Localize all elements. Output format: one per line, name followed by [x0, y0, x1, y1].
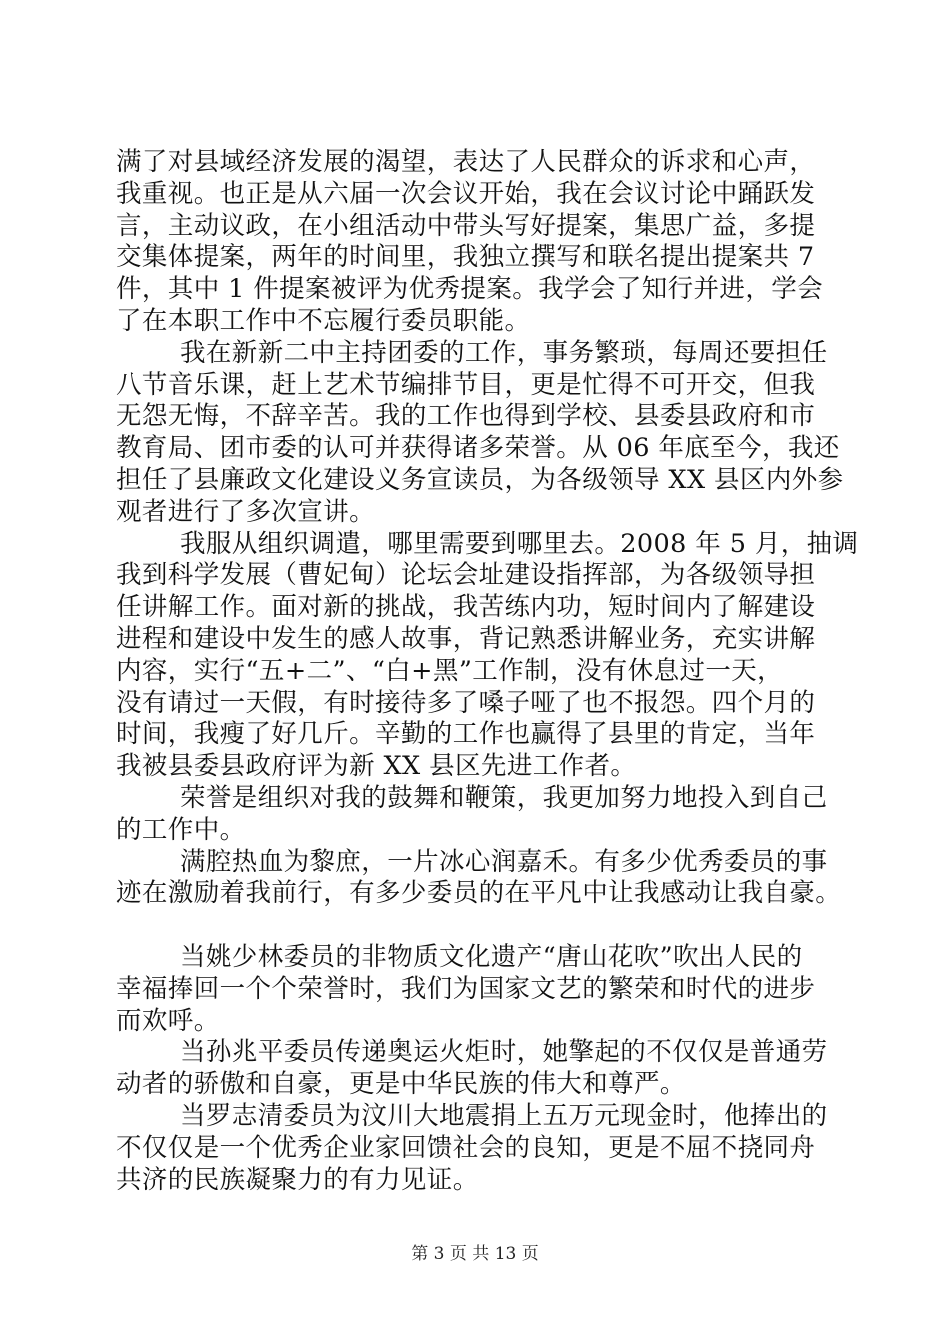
text-line: 我被县委县政府评为新 XX 县区先进工作者。: [116, 751, 637, 782]
text-line: 我重视。也正是从六届一次会议开始，我在会议讨论中踊跃发: [116, 178, 816, 209]
text-line: 不仅仅是一个优秀企业家回馈社会的良知，更是不屈不挠同舟: [116, 1132, 816, 1163]
paragraph-start-line: 满腔热血为黎庶，一片冰心润嘉禾。有多少优秀委员的事: [180, 846, 828, 877]
paragraph-start-line: 当孙兆平委员传递奥运火炬时，她擎起的不仅仅是普通劳: [180, 1037, 828, 1068]
text-line: 没有请过一天假，有时接待多了嗓子哑了也不报怨。四个月的: [116, 687, 816, 718]
text-line: 迹在激励着我前行，有多少委员的在平凡中让我感动让我自豪。: [116, 878, 842, 909]
text-line: 进程和建设中发生的感人故事，背记熟悉讲解业务，充实讲解: [116, 623, 816, 654]
paragraph-start-line: 我服从组织调遣，哪里需要到哪里去。2008 年 5 月，抽调: [180, 528, 859, 559]
text-line: 的工作中。: [116, 814, 246, 845]
text-line: 满了对县域经济发展的渴望，表达了人民群众的诉求和心声，: [116, 147, 816, 177]
text-line: 而欢呼。: [116, 1005, 220, 1036]
text-line: 担任了县廉政文化建设义务宣读员，为各级领导 XX 县区内外参: [116, 464, 844, 495]
text-line: 件，其中 1 件提案被评为优秀提案。我学会了知行并进，学会: [116, 274, 824, 305]
paragraph-start-line: 当罗志清委员为汶川大地震捐上五万元现金时，他捧出的: [180, 1100, 828, 1131]
page-number-footer: 第 3 页 共 13 页: [411, 1244, 539, 1264]
paragraph-start-line: 我在新新二中主持团委的工作，事务繁琐，每周还要担任: [180, 337, 828, 368]
page-body: [116, 147, 859, 1196]
paragraph-start-line: 荣誉是组织对我的鼓舞和鞭策，我更加努力地投入到自己: [180, 782, 828, 813]
text-line: 交集体提案，两年的时间里，我独立撰写和联名提出提案共 7: [116, 242, 815, 273]
text-line: 八节音乐课，赶上艺术节编排节目，更是忙得不可开交，但我: [116, 369, 816, 400]
text-line: 动者的骄傲和自豪，更是中华民族的伟大和尊严。: [116, 1069, 686, 1100]
text-line: 无怨无悔，不辞辛苦。我的工作也得到学校、县委县政府和市: [116, 401, 816, 432]
text-line: 观者进行了多次宣讲。: [116, 496, 376, 527]
text-line: 共济的民族凝聚力的有力见证。: [116, 1164, 479, 1195]
text-line: 幸福捧回一个个荣誉时，我们为国家文艺的繁荣和时代的进步: [116, 973, 816, 1004]
text-line: 内容，实行“五+二”、“白+黑”工作制，没有休息过一天，: [116, 655, 784, 686]
blank-line: [116, 910, 856, 942]
paragraph-start-line: 当姚少林委员的非物质文化遗产“唐山花吹”吹出人民的: [180, 941, 803, 972]
text-line: 我到科学发展（曹妃甸）论坛会址建设指挥部，为各级领导担: [116, 560, 816, 591]
text-line: 教育局、团市委的认可并获得诸多荣誉。从 06 年底至今，我还: [116, 433, 840, 464]
text-line: 了在本职工作中不忘履行委员职能。: [116, 305, 531, 336]
text-line: 时间，我瘦了好几斤。辛勤的工作也赢得了县里的肯定，当年: [116, 719, 816, 750]
text-line: 言，主动议政，在小组活动中带头写好提案，集思广益，多提: [116, 210, 816, 241]
text-line: 任讲解工作。面对新的挑战，我苦练内功，短时间内了解建设: [116, 592, 816, 623]
